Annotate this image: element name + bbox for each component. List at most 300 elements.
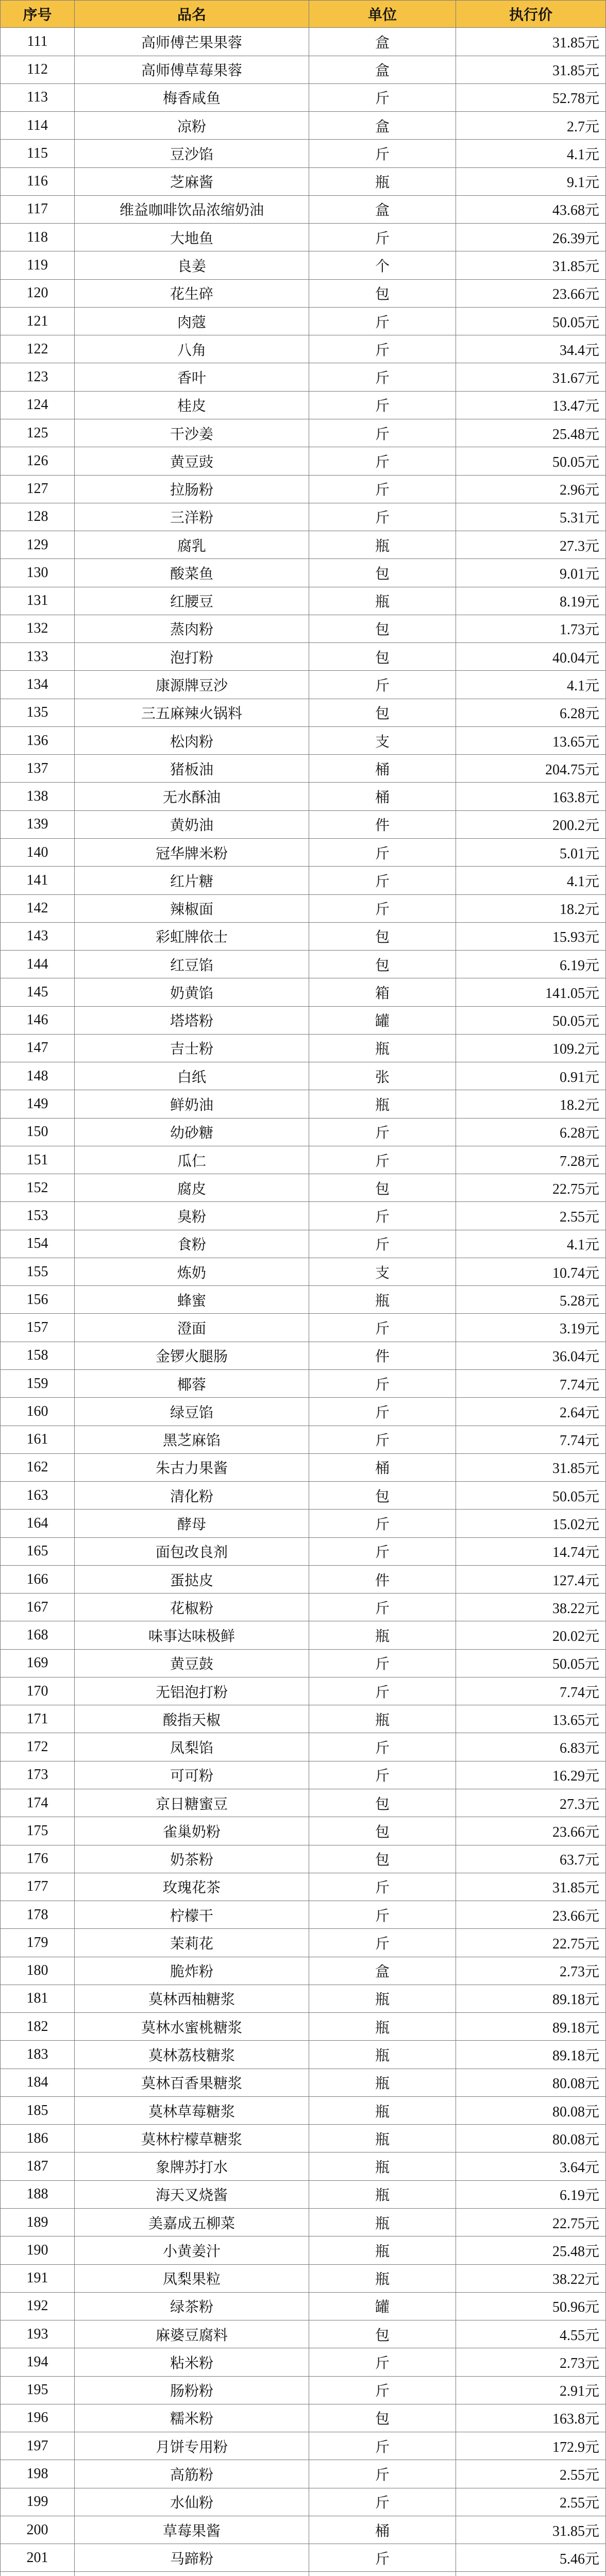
table-row — [0, 2432, 606, 2460]
cell-price: 16.29元 — [456, 1761, 606, 1789]
table-row — [0, 251, 606, 279]
cell-index: 130 — [0, 559, 75, 587]
cell-item-name: 糯米粉 — [75, 2404, 309, 2432]
cell-price: 50.05元 — [456, 308, 606, 335]
cell-item-name: 莫林百香果糖浆 — [75, 2069, 309, 2097]
table-row — [0, 978, 606, 1006]
table-row — [0, 951, 606, 978]
cell-price: 14.74元 — [456, 1538, 606, 1566]
cell-index: 139 — [0, 811, 75, 839]
table-row — [0, 2265, 606, 2293]
cell-item-name: 腐乳 — [75, 531, 309, 559]
cell-unit: 斤 — [309, 895, 456, 923]
cell-item-name: 凤梨馅 — [75, 1733, 309, 1761]
cell-unit: 瓶 — [309, 1985, 456, 2013]
cell-unit: 盒 — [309, 1957, 456, 1985]
cell-item-name: 朱古力果酱 — [75, 1454, 309, 1482]
cell-index: 182 — [0, 2013, 75, 2041]
cell-unit: 包 — [309, 1482, 456, 1510]
cell-index: 127 — [0, 476, 75, 503]
cell-price: 52.78元 — [456, 84, 606, 112]
table-row — [0, 1566, 606, 1594]
cell-price: 163.8元 — [456, 783, 606, 810]
cell-item-name: 猪板油 — [75, 755, 309, 783]
table-row — [0, 1035, 606, 1062]
cell-unit: 斤 — [309, 1761, 456, 1789]
table-row — [0, 1901, 606, 1929]
table-row — [0, 1342, 606, 1370]
table-row — [0, 671, 606, 699]
cell-item-name: 彩虹牌依士 — [75, 923, 309, 951]
cell-unit: 罐 — [309, 2293, 456, 2320]
cell-price: 22.75元 — [456, 1174, 606, 1202]
cell-index: 124 — [0, 392, 75, 419]
cell-unit: 斤 — [309, 503, 456, 531]
cell-index: 150 — [0, 1118, 75, 1146]
cell-price: 20.02元 — [456, 1621, 606, 1649]
cell-index: 180 — [0, 1957, 75, 1985]
table-row — [0, 699, 606, 727]
table-row — [0, 1817, 606, 1845]
cell-item-name: 月饼专用粉 — [75, 2432, 309, 2460]
cell-index: 142 — [0, 895, 75, 923]
cell-unit: 斤 — [309, 84, 456, 112]
table-row — [0, 615, 606, 643]
cell-price: 50.96元 — [456, 2293, 606, 2320]
cell-item-name: 黄豆豉 — [75, 447, 309, 475]
cell-price: 6.19元 — [456, 2181, 606, 2209]
cell-index: 116 — [0, 168, 75, 196]
cell-unit: 瓶 — [309, 2153, 456, 2180]
cell-item-name: 马蹄粉 — [75, 2544, 309, 2572]
cell-index: 165 — [0, 1538, 75, 1566]
cell-price: 7.74元 — [456, 1426, 606, 1454]
cell-unit: 件 — [309, 1342, 456, 1370]
cell-item-name: 干沙姜 — [75, 419, 309, 447]
table-row — [0, 280, 606, 308]
cell-unit: 包 — [309, 1789, 456, 1817]
cell-index: 158 — [0, 1342, 75, 1370]
table-row — [0, 867, 606, 894]
cell-unit: 桶 — [309, 755, 456, 783]
cell-index: 115 — [0, 140, 75, 167]
cell-price: 50.05元 — [456, 1482, 606, 1510]
cell-index: 198 — [0, 2460, 75, 2488]
table-row — [0, 811, 606, 839]
cell-unit: 包 — [309, 2404, 456, 2432]
table-row — [0, 783, 606, 810]
cell-price: 36.04元 — [456, 1342, 606, 1370]
table-row — [0, 2181, 606, 2209]
cell-item-name: 高师傅芒果果蓉 — [75, 28, 309, 56]
table-row — [0, 1957, 606, 1985]
cell-price: 4.1元 — [456, 867, 606, 894]
cell-index: 183 — [0, 2041, 75, 2069]
table-row — [0, 112, 606, 140]
cell-item-name: 炼奶 — [75, 1258, 309, 1286]
cell-item-name: 芝麻酱 — [75, 168, 309, 196]
cell-unit: 斤 — [309, 839, 456, 867]
cell-index: 194 — [0, 2348, 75, 2376]
table-row — [0, 643, 606, 671]
cell-item-name: 高师傅草莓果蓉 — [75, 56, 309, 84]
cell-item-name: 酵母 — [75, 1510, 309, 1537]
cell-index: 197 — [0, 2432, 75, 2460]
cell-unit: 斤 — [309, 1594, 456, 1621]
cell-unit: 盒 — [309, 112, 456, 140]
table-row — [0, 1174, 606, 1202]
table-row — [0, 335, 606, 363]
cell-item-name: 鲜奶油 — [75, 1090, 309, 1118]
cell-price: 89.18元 — [456, 2013, 606, 2041]
cell-price: 0.91元 — [456, 1062, 606, 1090]
cell-unit: 个 — [309, 251, 456, 279]
cell-unit: 包 — [309, 280, 456, 308]
cell-price: 5.46元 — [456, 2544, 606, 2572]
cell-price: 31.67元 — [456, 363, 606, 391]
cell-item-name: 麻婆豆腐料 — [75, 2320, 309, 2348]
cell-price: 50.05元 — [456, 1650, 606, 1677]
table-row — [0, 1062, 606, 1090]
table-row — [0, 1398, 606, 1426]
cell-unit: 桶 — [309, 1454, 456, 1482]
table-row — [0, 1202, 606, 1230]
cell-index: 113 — [0, 84, 75, 112]
cell-index: 166 — [0, 1566, 75, 1594]
cell-index: 154 — [0, 1230, 75, 1258]
table-row — [0, 2293, 606, 2320]
table-row — [0, 2572, 606, 2576]
cell-index: 176 — [0, 1845, 75, 1873]
cell-unit: 斤 — [309, 140, 456, 167]
cell-price: 204.75元 — [456, 755, 606, 783]
cell-price: 6.19元 — [456, 951, 606, 978]
cell-unit: 罐 — [309, 1007, 456, 1035]
cell-item-name: 澄面 — [75, 1314, 309, 1342]
cell-item-name: 红豆馅 — [75, 951, 309, 978]
cell-item-name: 冠华牌米粉 — [75, 839, 309, 867]
cell-index: 117 — [0, 196, 75, 224]
cell-index: 144 — [0, 951, 75, 978]
cell-item-name: 蒸肉粉 — [75, 615, 309, 643]
cell-index: 134 — [0, 671, 75, 699]
cell-unit: 瓶 — [309, 2125, 456, 2153]
cell-unit: 支 — [309, 727, 456, 755]
cell-price: 31.85元 — [456, 28, 606, 56]
cell-index: 178 — [0, 1901, 75, 1929]
cell-price: 109.2元 — [456, 1035, 606, 1062]
cell-unit: 斤 — [309, 2488, 456, 2516]
cell-index: 136 — [0, 727, 75, 755]
cell-unit: 斤 — [309, 224, 456, 251]
table-row — [0, 1789, 606, 1817]
cell-unit: 桶 — [309, 2516, 456, 2544]
cell-item-name: 蜂蜜 — [75, 1286, 309, 1314]
cell-item-name — [75, 2572, 309, 2576]
cell-price: 80.08元 — [456, 2125, 606, 2153]
cell-index: 135 — [0, 699, 75, 727]
cell-item-name: 玫瑰花茶 — [75, 1873, 309, 1901]
table-row — [0, 224, 606, 251]
cell-item-name: 腐皮 — [75, 1174, 309, 1202]
cell-index: 161 — [0, 1426, 75, 1454]
table-row — [0, 28, 606, 56]
cell-index: 132 — [0, 615, 75, 643]
cell-price: 31.85元 — [456, 1454, 606, 1482]
cell-price: 200.2元 — [456, 811, 606, 839]
cell-price: 40.04元 — [456, 643, 606, 671]
table-row — [0, 923, 606, 951]
cell-item-name: 椰蓉 — [75, 1370, 309, 1398]
cell-price: 127.4元 — [456, 1566, 606, 1594]
table-row — [0, 1510, 606, 1537]
cell-price: 5.01元 — [456, 839, 606, 867]
table-row — [0, 1090, 606, 1118]
cell-index: 126 — [0, 447, 75, 475]
cell-item-name: 辣椒面 — [75, 895, 309, 923]
cell-index: 145 — [0, 978, 75, 1006]
cell-item-name: 蛋挞皮 — [75, 1566, 309, 1594]
cell-item-name: 梅香咸鱼 — [75, 84, 309, 112]
cell-unit: 瓶 — [309, 1286, 456, 1314]
cell-unit: 瓶 — [309, 1035, 456, 1062]
cell-index: 149 — [0, 1090, 75, 1118]
cell-unit: 斤 — [309, 1314, 456, 1342]
cell-item-name: 桂皮 — [75, 392, 309, 419]
cell-unit: 斤 — [309, 447, 456, 475]
table-row — [0, 2069, 606, 2097]
cell-price: 6.28元 — [456, 699, 606, 727]
cell-price: 13.47元 — [456, 392, 606, 419]
cell-item-name: 金锣火腿肠 — [75, 1342, 309, 1370]
cell-index: 122 — [0, 335, 75, 363]
cell-index: 159 — [0, 1370, 75, 1398]
cell-item-name: 康源牌豆沙 — [75, 671, 309, 699]
cell-price: 2.64元 — [456, 1398, 606, 1426]
cell-item-name: 臭粉 — [75, 1202, 309, 1230]
cell-index: 174 — [0, 1789, 75, 1817]
table-row — [0, 1845, 606, 1873]
cell-index: 164 — [0, 1510, 75, 1537]
table-row — [0, 1258, 606, 1286]
table-row — [0, 895, 606, 923]
table-row — [0, 2488, 606, 2516]
cell-item-name: 奶茶粉 — [75, 1845, 309, 1873]
cell-index: 173 — [0, 1761, 75, 1789]
cell-index: 189 — [0, 2209, 75, 2236]
cell-index: 152 — [0, 1174, 75, 1202]
table-row — [0, 1873, 606, 1901]
cell-index: 137 — [0, 755, 75, 783]
cell-index: 177 — [0, 1873, 75, 1901]
cell-unit: 斤 — [309, 1146, 456, 1174]
cell-index: 200 — [0, 2516, 75, 2544]
cell-item-name: 大地鱼 — [75, 224, 309, 251]
cell-index: 185 — [0, 2097, 75, 2125]
cell-price: 2.55元 — [456, 2460, 606, 2488]
cell-unit: 斤 — [309, 392, 456, 419]
cell-unit: 包 — [309, 559, 456, 587]
cell-price: 10.74元 — [456, 1258, 606, 1286]
cell-index: 121 — [0, 308, 75, 335]
cell-unit: 包 — [309, 1845, 456, 1873]
cell-item-name: 幼砂糖 — [75, 1118, 309, 1146]
cell-unit: 包 — [309, 923, 456, 951]
cell-price: 3.64元 — [456, 2153, 606, 2180]
table-row — [0, 2460, 606, 2488]
cell-item-name: 凤梨果粒 — [75, 2265, 309, 2293]
cell-index: 118 — [0, 224, 75, 251]
cell-unit: 斤 — [309, 1733, 456, 1761]
cell-price: 89.18元 — [456, 1985, 606, 2013]
cell-price: 23.66元 — [456, 1901, 606, 1929]
cell-item-name: 拉肠粉 — [75, 476, 309, 503]
cell-index: 191 — [0, 2265, 75, 2293]
cell-price: 13.65元 — [456, 1705, 606, 1733]
cell-unit: 瓶 — [309, 1621, 456, 1649]
table-row — [0, 2209, 606, 2236]
cell-item-name: 奶黄馅 — [75, 978, 309, 1006]
cell-price: 50.05元 — [456, 1007, 606, 1035]
cell-item-name: 脆炸粉 — [75, 1957, 309, 1985]
cell-price: 31.85元 — [456, 56, 606, 84]
cell-price: 141.05元 — [456, 978, 606, 1006]
cell-price: 9.01元 — [456, 559, 606, 587]
cell-price: 22.75元 — [456, 2209, 606, 2236]
table-row — [0, 2320, 606, 2348]
table-row — [0, 140, 606, 167]
cell-price: 38.22元 — [456, 1594, 606, 1621]
table-row — [0, 1314, 606, 1342]
cell-price: 27.3元 — [456, 531, 606, 559]
cell-unit: 瓶 — [309, 2209, 456, 2236]
cell-index: 153 — [0, 1202, 75, 1230]
table-row — [0, 1538, 606, 1566]
table-body — [0, 28, 606, 2576]
cell-unit: 包 — [309, 615, 456, 643]
cell-price: 50.05元 — [456, 447, 606, 475]
table-row — [0, 1230, 606, 1258]
cell-index: 170 — [0, 1677, 75, 1705]
table-row — [0, 1370, 606, 1398]
table-row — [0, 2153, 606, 2180]
cell-price: 7.74元 — [456, 1677, 606, 1705]
cell-index: 162 — [0, 1454, 75, 1482]
cell-price: 3.19元 — [456, 1314, 606, 1342]
cell-index: 186 — [0, 2125, 75, 2153]
cell-item-name: 维益咖啡饮品浓缩奶油 — [75, 196, 309, 224]
header-index: 序号 — [0, 0, 75, 28]
cell-price: 38.22元 — [456, 2265, 606, 2293]
table-row — [0, 839, 606, 867]
cell-item-name: 凉粉 — [75, 112, 309, 140]
cell-unit: 瓶 — [309, 2236, 456, 2264]
cell-price: 7.74元 — [456, 1370, 606, 1398]
cell-item-name: 吉士粉 — [75, 1035, 309, 1062]
cell-item-name: 绿豆馅 — [75, 1398, 309, 1426]
cell-unit: 件 — [309, 811, 456, 839]
cell-unit: 瓶 — [309, 2069, 456, 2097]
cell-price: 4.55元 — [456, 2320, 606, 2348]
table-row — [0, 447, 606, 475]
cell-item-name: 食粉 — [75, 1230, 309, 1258]
cell-price: 18.2元 — [456, 1090, 606, 1118]
cell-unit: 斤 — [309, 1901, 456, 1929]
cell-unit: 瓶 — [309, 587, 456, 615]
cell-price: 34.4元 — [456, 335, 606, 363]
table-header-row — [0, 0, 606, 28]
cell-unit: 盒 — [309, 28, 456, 56]
cell-unit: 斤 — [309, 1118, 456, 1146]
cell-index: 147 — [0, 1035, 75, 1062]
cell-index: 129 — [0, 531, 75, 559]
cell-price: 4.1元 — [456, 671, 606, 699]
cell-price: 23.66元 — [456, 1817, 606, 1845]
table-row — [0, 363, 606, 391]
cell-unit: 斤 — [309, 671, 456, 699]
table-row — [0, 84, 606, 112]
cell-unit: 桶 — [309, 783, 456, 810]
cell-unit: 盒 — [309, 196, 456, 224]
cell-index: 168 — [0, 1621, 75, 1649]
cell-index: 193 — [0, 2320, 75, 2348]
cell-unit: 斤 — [309, 1426, 456, 1454]
cell-unit: 瓶 — [309, 1705, 456, 1733]
cell-price: 163.8元 — [456, 2404, 606, 2432]
cell-index: 169 — [0, 1650, 75, 1677]
cell-item-name: 高筋粉 — [75, 2460, 309, 2488]
cell-index: 111 — [0, 28, 75, 56]
cell-item-name: 豆沙馅 — [75, 140, 309, 167]
cell-unit: 斤 — [309, 1370, 456, 1398]
table-row — [0, 1985, 606, 2013]
table-row — [0, 1426, 606, 1454]
cell-price: 2.7元 — [456, 112, 606, 140]
cell-unit: 斤 — [309, 1202, 456, 1230]
cell-item-name: 水仙粉 — [75, 2488, 309, 2516]
cell-index: 119 — [0, 251, 75, 279]
table-row — [0, 2377, 606, 2404]
cell-item-name: 小黄姜汁 — [75, 2236, 309, 2264]
cell-item-name: 柠檬干 — [75, 1901, 309, 1929]
cell-item-name: 酸菜鱼 — [75, 559, 309, 587]
cell-index: 131 — [0, 587, 75, 615]
cell-index: 187 — [0, 2153, 75, 2180]
table-row — [0, 2013, 606, 2041]
table-row — [0, 727, 606, 755]
header-unit: 单位 — [309, 0, 456, 28]
table-row — [0, 2404, 606, 2432]
cell-index: 171 — [0, 1705, 75, 1733]
cell-item-name: 良姜 — [75, 251, 309, 279]
cell-item-name: 香叶 — [75, 363, 309, 391]
cell-index: 156 — [0, 1286, 75, 1314]
cell-index: 120 — [0, 280, 75, 308]
cell-item-name: 莫林水蜜桃糖浆 — [75, 2013, 309, 2041]
cell-price: 2.96元 — [456, 476, 606, 503]
cell-price: 89.18元 — [456, 2041, 606, 2069]
cell-unit: 斤 — [309, 867, 456, 894]
cell-item-name: 红腰豆 — [75, 587, 309, 615]
cell-index: 160 — [0, 1398, 75, 1426]
header-price: 执行价 — [456, 0, 606, 28]
cell-price: 18.2元 — [456, 895, 606, 923]
cell-item-name: 雀巢奶粉 — [75, 1817, 309, 1845]
cell-price: 1.73元 — [456, 615, 606, 643]
table-row — [0, 419, 606, 447]
cell-price: 22.75元 — [456, 1929, 606, 1957]
cell-unit: 包 — [309, 643, 456, 671]
